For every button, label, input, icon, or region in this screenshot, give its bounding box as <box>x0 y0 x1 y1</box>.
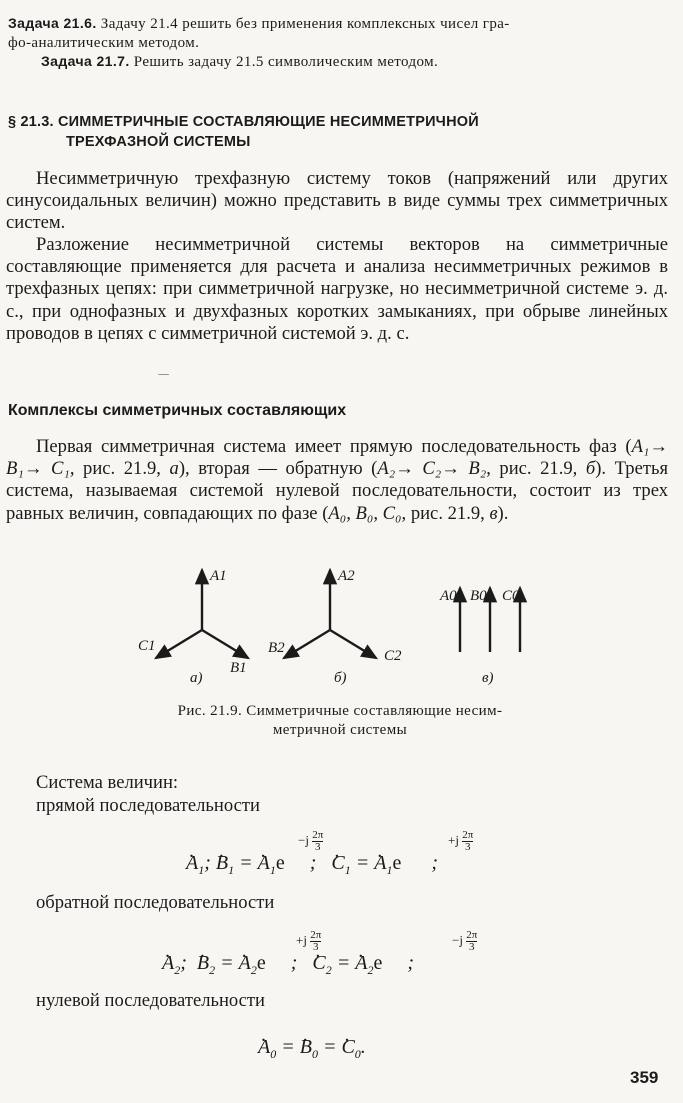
label-v: в) <box>482 670 494 686</box>
phasor-diagram-v <box>439 588 520 686</box>
paragraph-2: Разложение несимметричной системы векторов на симметричные составляющие применяется для расчета и анализа несимметричных режимов в трехфазных цепях: при симметричной нагрузке, но несимметричной системе э. д. с., при однофазных и двухфазных коротких замыканиях, при обрыве линейных проводов в цепях с симметричной системой э. д. с. <box>6 234 668 344</box>
exponent-direct-c: +j $\frac{2\pi}{3}$ <box>448 829 474 853</box>
equation-reverse: . $A_2$; . $B_2$ = . $A_2e$ ; . $C_2$ = . $A_2e$ ; <box>162 952 414 978</box>
exponent-reverse-c: −j $\frac{2\pi}{3}$ <box>452 929 478 953</box>
vector-c2 <box>330 630 376 658</box>
label-b: б) <box>334 670 347 686</box>
label-c0: C0 <box>502 588 520 604</box>
vector-b1 <box>202 630 248 658</box>
label-a: а) <box>190 670 203 686</box>
equation-zero: . $A_0$ = . $B_0$ = . $C_0$. <box>258 1036 366 1062</box>
page-number: 359 <box>630 1068 659 1087</box>
section-heading <box>8 112 668 152</box>
vector-b2 <box>284 630 330 658</box>
reverse-label: обратной последовательности <box>36 892 275 913</box>
task-label: Задача 21.7. <box>41 53 130 69</box>
paragraph-1: Несимметричную трехфазную систему токов (напряжений или других синусоидальных величин) можно представить в виде суммы трех симметричных систем. <box>6 168 668 234</box>
task-text: Решить задачу 21.5 символическим методом. <box>133 54 439 70</box>
phasor-diagram-a <box>138 568 248 686</box>
label-b1: B1 <box>230 660 247 676</box>
vector-c1 <box>156 630 202 658</box>
figure-caption: Рис. 21.9. Симметричные составляющие несим- метричной системы <box>177 703 503 738</box>
section-heading-line2: ТРЕХФАЗНОЙ СИСТЕМЫ <box>66 134 251 150</box>
zero-label: нулевой последовательности <box>36 990 265 1011</box>
phasor-diagram-b <box>268 568 402 686</box>
subheading: Комплексы симметричных составляющих <box>8 402 347 419</box>
sequence-direct: A₁→ B₁→ C₁ <box>6 436 668 480</box>
task-21-6 <box>8 14 668 53</box>
sequence-reverse: A₂→ C₂→ B₂ <box>377 458 487 480</box>
sequence-zero: A₀, B₀, C₀ <box>328 502 402 524</box>
label-b2: B2 <box>268 640 285 656</box>
task-text-cont: фо-аналитическим методом. <box>8 35 200 51</box>
equation-direct: . $A_1$; . $B_1$ = . $A_1e$ ; . $C_1$ = . $A_1e$ ; <box>186 852 438 878</box>
exponent-reverse-b: +j $\frac{2\pi}{3}$ <box>296 929 322 953</box>
direct-label: прямой последовательности <box>36 795 260 816</box>
label-b0: B0 <box>470 588 487 604</box>
paragraph-3: Первая симметричная система имеет прямую последовательность фаз (A₁→ B₁→ C₁, рис. 21.9, а), вторая — обратную (A₂→ C₂→ B₂, рис. 21.9, б). Третья система, называемая системой нулевой последовательности, состоит из трех равных величин, совпадающих по фазе (A₀, B₀, C₀, рис. 21.9, в). <box>6 436 668 524</box>
exponent-direct-b: −j $\frac{2\pi}{3}$ <box>298 829 324 853</box>
task-21-7 <box>8 52 668 72</box>
label-a0: A0 <box>440 588 457 604</box>
figure-21-9 <box>110 562 570 692</box>
label-c1: C1 <box>138 638 156 654</box>
system-label: Система величин: <box>36 772 179 793</box>
label-a1: A1 <box>210 568 227 584</box>
task-text: Задачу 21.4 решить без применения комплексных чисел гра- <box>100 16 510 32</box>
section-heading-line1: § 21.3. СИММЕТРИЧНЫЕ СОСТАВЛЯЮЩИЕ НЕСИММЕТРИЧНОЙ <box>8 114 479 130</box>
label-c2: C2 <box>384 648 402 664</box>
label-a2: A2 <box>338 568 355 584</box>
pencil-mark: ⏤ <box>158 366 170 382</box>
task-label: Задача 21.6. <box>8 15 97 31</box>
